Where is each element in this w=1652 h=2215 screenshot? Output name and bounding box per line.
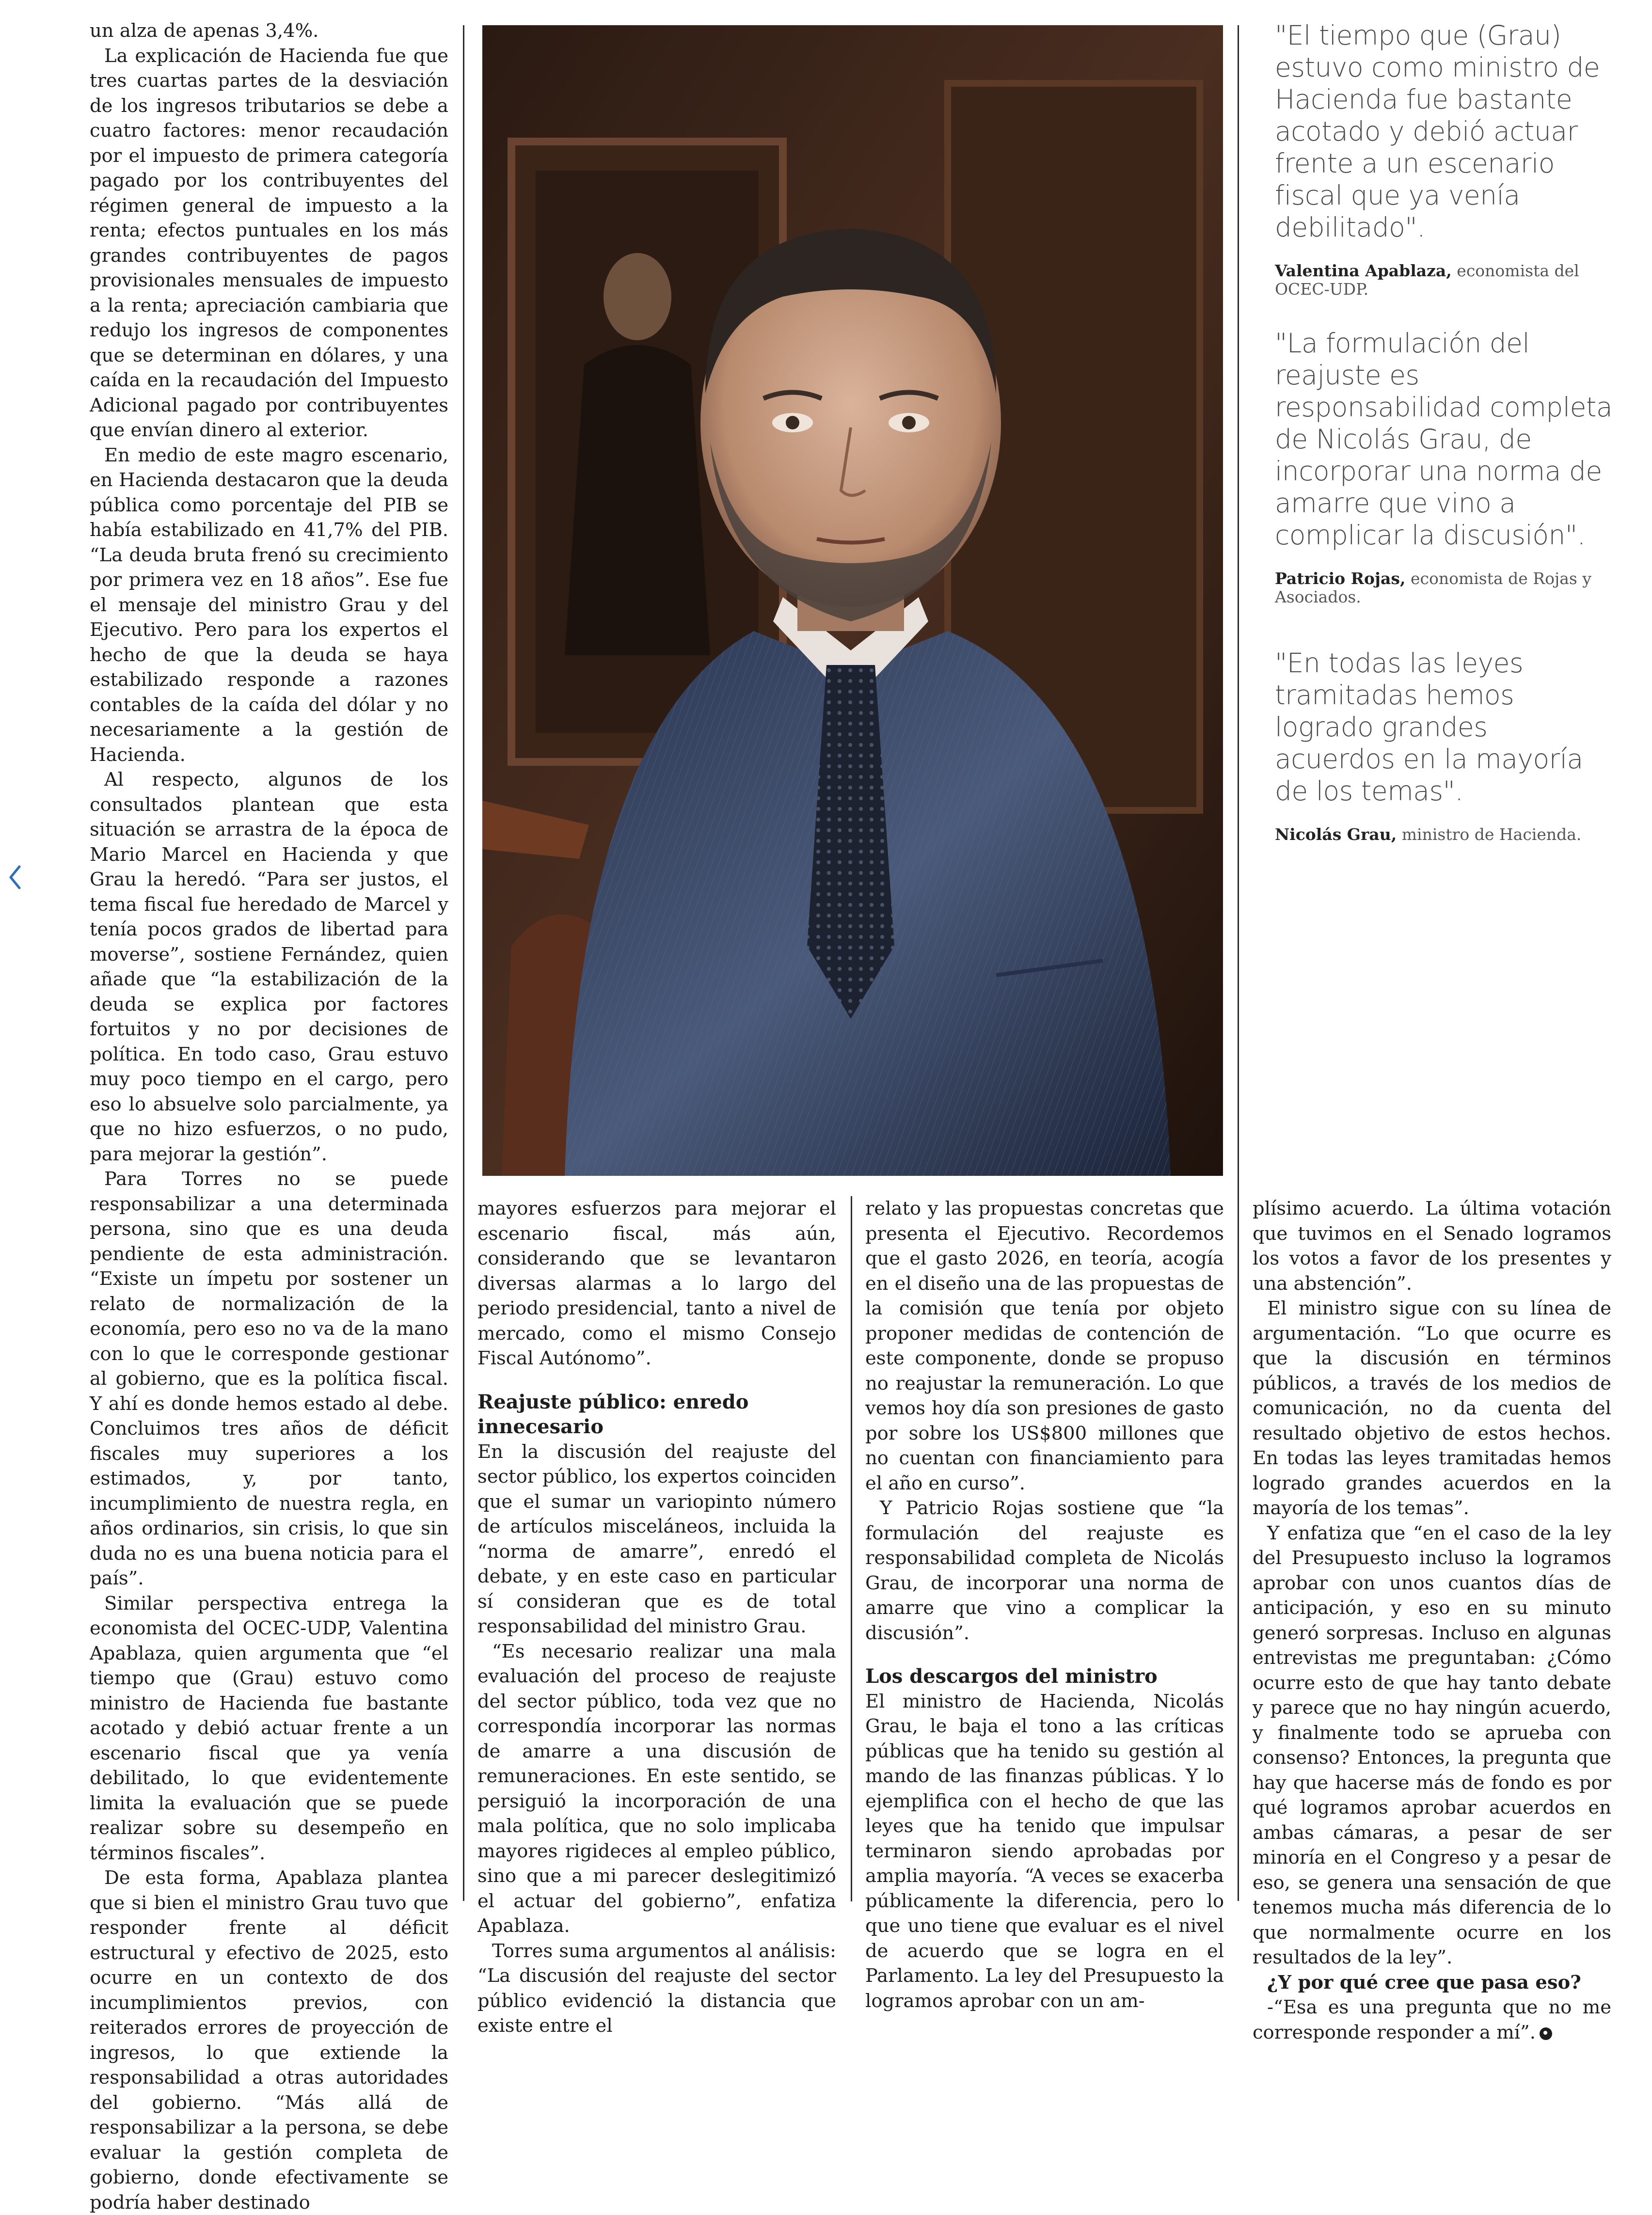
- paragraph: Para Torres no se puede responsabilizar a una determinada persona, sino que es una deuda pendiente de esta administración. “Existe un ímpetu por sostener un relato de normalización de la economía, pero eso no va de la mano con lo que le corresponde gestionar al gobierno, que es la política fiscal. Y ahí es donde hemos estado al debe. Concluimos tres años de déficit fiscales muy superiores a los estimados, y, por tanto, incumplimiento de nuestra regla, en años ordinarios, sin crisis, lo que sin duda no es una buena noticia para el país”.: [90, 1168, 448, 1589]
- paragraph: un alza de apenas 3,4%.: [90, 20, 319, 42]
- quote-author: Nicolás Grau,: [1275, 825, 1397, 844]
- quote-attribution: [1275, 570, 1614, 606]
- paragraph: “Es necesario realizar una mala evaluación del proceso de reajuste del sector público, toda vez que no correspondía incorporar las normas de amarre a una discusión de remuneraciones. En este sentido, se persiguió la incorporación de una mala política, que no solo implicaba mayores rigideces al empleo público, sino que a mi parecer deslegitimizó el actuar del gobierno”, enfatiza Apablaza.: [477, 1640, 836, 1937]
- paragraph: En medio de este magro escenario, en Hacienda destacaron que la deuda pública como porcentaje del PIB se había estabilizado en 41,7% del PIB. “La deuda bruta frenó su crecimiento por primera vez en 18 años”. Ese fue el mensaje del ministro Grau y del Ejecutivo. Pero para los expertos el hecho de que la deuda se haya estabilizado responde a razones contables de la caída del dólar y no necesariamente a la gestión de Hacienda.: [90, 444, 448, 766]
- column-rule-3: [1238, 25, 1239, 1901]
- interview-answer: [1253, 1995, 1611, 2045]
- quote-attribution: [1275, 262, 1614, 299]
- article-column-3: [865, 1196, 1224, 2013]
- paragraph: En la discusión del reajuste del sector público, los expertos coinciden que el sumar un variopinto número de artículos misceláneos, incluida la “norma de amarre”, enredó el debate, y en este caso en particular sí consideran que es de total responsabilidad del ministro Grau.: [477, 1440, 836, 1637]
- quote-author-role: economista de Rojas y Asociados.: [1275, 569, 1591, 606]
- paragraph: El ministro de Hacienda, Nicolás Grau, le baja el tono a las críticas públicas que ha tenido su gestión al mando de las finanzas públicas. Y lo ejemplifica con el hecho de que las leyes que ha tenido que impulsar terminaron siendo aprobadas por amplia mayoría. “A veces se exacerba públicamente la diferencia, pero lo que uno tiene que evaluar es el nivel de acuerdo que se logra en el Parlamento. La ley del Presupuesto la logramos aprobar con un am-: [865, 1690, 1224, 2012]
- quote-text: "En todas las leyes tramitadas hemos logrado grandes acuerdos en la mayoría de los temas".: [1275, 648, 1583, 807]
- pull-quote-apablaza: [1275, 19, 1614, 299]
- quote-author: Patricio Rojas,: [1275, 569, 1406, 588]
- article-column-4: [1253, 1196, 1611, 2045]
- paragraph: plísimo acuerdo. La última votación que tuvimos en el Senado logramos los votos a favor de los presentes y una abstención”.: [1253, 1198, 1611, 1295]
- minister-portrait-photo: [482, 25, 1223, 1176]
- paragraph: Al respecto, algunos de los consultados plantean que esta situación se arrastra de la época de Mario Marcel en Hacienda y que Grau la heredó. “Para ser justos, el tema fiscal fue heredado de Marcel y tenía pocos grados de libertad para moverse”, sostiene Fernández, quien añade que “la estabilización de la deuda se explica por factores fortuitos y no por decisiones de política. En todo caso, Grau estuvo muy poco tiempo en el cargo, pero eso lo absuelve solo parcialmente, ya que no hizo esfuerzos, o no pudo, para mejorar la gestión”.: [90, 769, 448, 1165]
- paragraph: El ministro sigue con su línea de argumentación. “Lo que ocurre es que la discusión en términos públicos, a través de los medios de comunicación, no da cuenta del resultado objetivo de estos hechos. En todas las leyes tramitadas hemos logrado grandes acuerdos en la mayoría de los temas”.: [1253, 1297, 1611, 1519]
- section-subheading: Los descargos del ministro: [865, 1665, 1158, 1688]
- pull-quote-grau: [1275, 647, 1614, 844]
- pull-quote-rojas: [1275, 327, 1614, 606]
- column-rule-2: [851, 1196, 852, 1901]
- paragraph: Y enfatiza que “en el caso de la ley del Presupuesto incluso la logramos aprobar con unos cuantos días de anticipación, y eso en su minuto generó sorpresas. Incluso en algunas entrevistas me preguntaban: ¿Cómo ocurre esto de que hay tanto debate y parece que no hay ningún acuerdo, y finalmente todo se aprueba con consenso? Entonces, la pregunta que hay que hacerse más de fondo es por qué logramos aprobar acuerdos en ambas cámaras, a pesar de ser minoría en el Congreso y a pesar de eso, se genera una sensación de que tenemos mucha más diferencia de lo que normalmente ocurre en los resultados de la ley”.: [1253, 1522, 1611, 1968]
- paragraph: La explicación de Hacienda fue que tres cuartas partes de la desviación de los ingresos tributarios se debe a cuatro factores: menor recaudación por el impuesto de primera categoría pagado por los contribuyentes del régimen general de impuesto a la renta; efectos puntuales en los más grandes contribuyentes de pagos provisionales mensuales de impuesto a la renta; apreciación cambiaria que redujo los ingresos de componentes que se determinan en dólares, y una caída en la recaudación del Impuesto Adicional pagado por contribuyentes que envían dinero al exterior.: [90, 45, 448, 441]
- paragraph: Similar perspectiva entrega la economista del OCEC-UDP, Valentina Apablaza, quien argumenta que “el tiempo que (Grau) estuvo como ministro de Hacienda fue bastante acotado y debió actuar frente a un escenario fiscal que ya venía debilitado, lo que evidentemente limita la evaluación que se puede realizar sobre su desempeño en términos fiscales”.: [90, 1592, 448, 1864]
- answer-text: -“Esa es una pregunta que no me corresponde responder a mí”.: [1253, 1996, 1611, 2043]
- quote-author: Valentina Apablaza,: [1275, 261, 1452, 280]
- paragraph: mayores esfuerzos para mejorar el escenario fiscal, más aún, considerando que se levantaron diversas alarmas a lo largo del periodo presidencial, tanto a nivel de mercado, como el mismo Consejo Fiscal Autónomo”.: [477, 1198, 836, 1369]
- portrait-illustration: [482, 25, 1223, 1176]
- section-subheading: Reajuste público: enredo innecesario: [477, 1390, 749, 1438]
- end-of-article-icon: [1540, 2027, 1552, 2040]
- paragraph: De esta forma, Apablaza plantea que si bien el ministro Grau tuvo que responder frente al déficit estructural y efectivo de 2025, esto ocurre en un contexto de dos incumplimientos previos, con reiterados errores de proyección de ingresos, lo que extiende la responsabilidad a otras autoridades del gobierno. “Más allá de responsabilizar a la persona, se debe evaluar la gestión completa de gobierno, donde efectivamente se podría haber destinado: [90, 1867, 448, 2214]
- paragraph: relato y las propuestas concretas que presenta el Ejecutivo. Recordemos que el gasto 2026, en teoría, acogía en el diseño una de las propuestas de la comisión que tenía por objeto proponer medidas de contención de este componente, donde se propuso no reajustar la remuneración. Lo que vemos hoy día son presiones de gasto por sobre los US$800 millones que no cuentan con financiamiento para el año en curso”.: [865, 1198, 1224, 1494]
- quote-attribution: [1275, 825, 1614, 844]
- paragraph: Torres suma argumentos al análisis: “La discusión del reajuste del sector público evidenció la distancia que existe entre el: [477, 1940, 836, 2037]
- quote-author-role: economista del OCEC-UDP.: [1275, 261, 1579, 299]
- quote-text: "La formulación del reajuste es responsabilidad completa de Nicolás Grau, de incorporar una norma de amarre que vino a complicar la discusión".: [1275, 328, 1613, 551]
- previous-page-arrow-icon[interactable]: [7, 864, 23, 891]
- interview-question: ¿Y por qué cree que pasa eso?: [1267, 1971, 1581, 1994]
- paragraph: Y Patricio Rojas sostiene que “la formulación del reajuste es responsabilidad completa de Nicolás Grau, de incorporar una norma de amarre que vino a complicar la discusión”.: [865, 1497, 1224, 1644]
- article-column-2: [477, 1196, 836, 2039]
- quote-text: "El tiempo que (Grau) estuvo como ministro de Hacienda fue bastante acotado y debió actuar frente a un escenario fiscal que ya venía debilitado".: [1275, 20, 1600, 243]
- quote-author-role: ministro de Hacienda.: [1401, 825, 1582, 844]
- column-rule-1: [463, 25, 464, 1901]
- article-column-1: [90, 18, 448, 2215]
